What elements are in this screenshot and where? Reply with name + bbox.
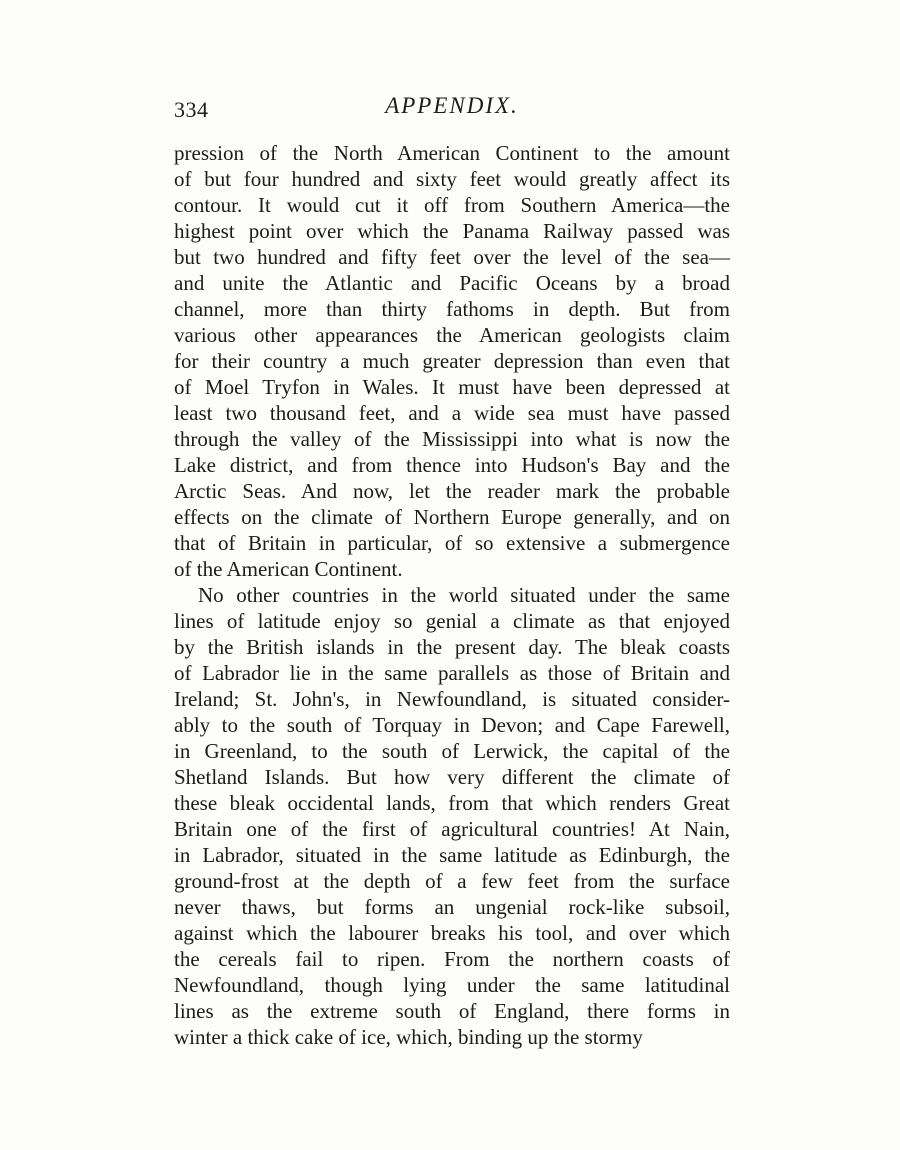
text-line: of the American Continent.	[174, 557, 403, 581]
text-line: ably to the south of Torquay in Devon; and Cape Farewell,	[174, 713, 730, 737]
text-line: Newfoundland, though lying under the same latitudinal	[174, 973, 730, 997]
page-number: 334	[174, 97, 209, 122]
text-line: in Labrador, situated in the same latitude as Edinburgh, the	[174, 843, 730, 867]
text-line: Lake district, and from thence into Hudson's Bay and the	[174, 453, 730, 477]
body-text	[174, 140, 730, 1050]
text-line: never thaws, but forms an ungenial rock-like subsoil,	[174, 895, 730, 919]
text-line: in Greenland, to the south of Lerwick, the capital of the	[174, 739, 730, 763]
text-line: of Moel Tryfon in Wales. It must have been depressed at	[174, 375, 730, 399]
text-line: but two hundred and fifty feet over the level of the sea—	[174, 245, 730, 269]
text-line: channel, more than thirty fathoms in depth. But from	[174, 297, 730, 321]
text-line: of Labrador lie in the same parallels as those of Britain and	[174, 661, 730, 685]
text-line: Britain one of the first of agricultural countries! At Nain,	[174, 817, 730, 841]
text-line: and unite the Atlantic and Pacific Oceans by a broad	[174, 271, 730, 295]
text-line: Arctic Seas. And now, let the reader mark the probable	[174, 479, 730, 503]
paragraph	[174, 582, 730, 1050]
text-line: by the British islands in the present day. The bleak coasts	[174, 635, 730, 659]
text-line: Ireland; St. John's, in Newfoundland, is situated consider-	[174, 687, 730, 711]
text-line: highest point over which the Panama Railway passed was	[174, 219, 730, 243]
text-line: of but four hundred and sixty feet would greatly affect its	[174, 167, 730, 191]
text-line: lines as the extreme south of England, there forms in	[174, 999, 730, 1023]
text-line: the cereals fail to ripen. From the northern coasts of	[174, 947, 730, 971]
text-line: through the valley of the Mississippi into what is now the	[174, 427, 730, 451]
text-line: No other countries in the world situated under the same	[198, 583, 730, 607]
text-line: pression of the North American Continent to the amount	[174, 141, 730, 165]
text-line: various other appearances the American geologists claim	[174, 323, 730, 347]
text-line: Shetland Islands. But how very different the climate of	[174, 765, 730, 789]
text-line: against which the labourer breaks his tool, and over which	[174, 921, 730, 945]
text-line: contour. It would cut it off from Southern America—the	[174, 193, 730, 217]
text-line: winter a thick cake of ice, which, binding up the stormy	[174, 1025, 643, 1049]
text-line: that of Britain in particular, of so extensive a submergence	[174, 531, 730, 555]
text-line: lines of latitude enjoy so genial a climate as that enjoyed	[174, 609, 730, 633]
text-line: ground-frost at the depth of a few feet from the surface	[174, 869, 730, 893]
text-line: for their country a much greater depression than even that	[174, 349, 730, 373]
text-line: least two thousand feet, and a wide sea must have passed	[174, 401, 730, 425]
paragraph	[174, 140, 730, 582]
text-line: effects on the climate of Northern Europe generally, and on	[174, 505, 730, 529]
text-line: these bleak occidental lands, from that which renders Great	[174, 791, 730, 815]
running-head	[174, 93, 730, 129]
running-title: APPENDIX.	[385, 93, 519, 118]
